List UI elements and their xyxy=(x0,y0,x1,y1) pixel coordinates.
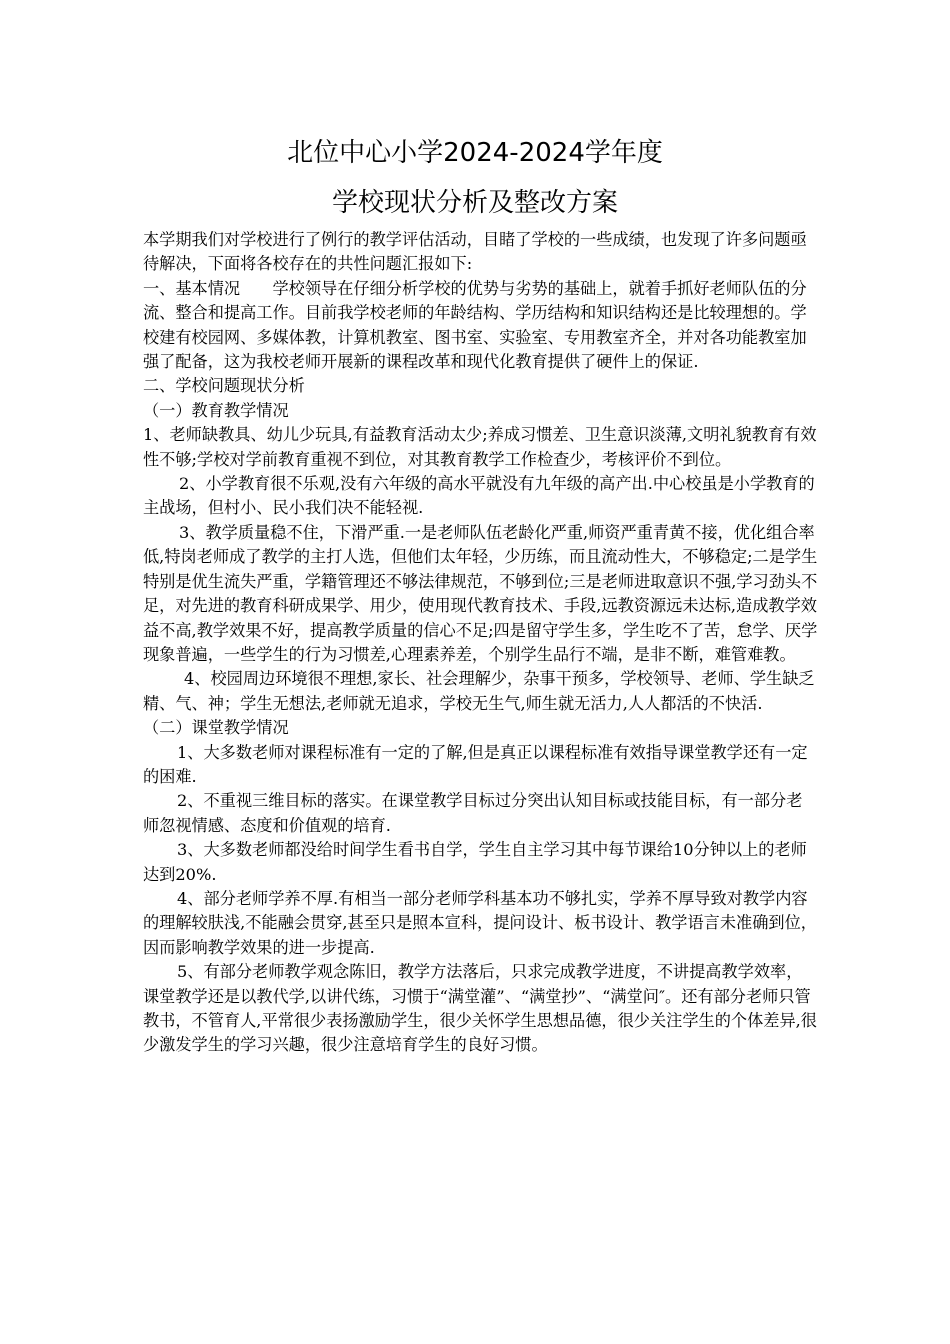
section-heading-problems: 二、学校问题现状分析 xyxy=(143,376,305,396)
document-body xyxy=(143,228,818,1058)
list-item: 3、大多数老师都没给时间学生看书自学，学生自主学习其中每节课给10分钟以上的老师达到20%. xyxy=(143,840,807,884)
list-item: 5、有部分老师教学观念陈旧，教学方法落后，只求完成教学进度，不讲提高教学效率，课堂教学还是以教代学,以讲代练，习惯于“满堂灌”、“满堂抄”、“满堂问″。还有部分老师只管教书，不管育人,平常很少表扬激励学生，很少关怀学生思想品德，很少关注学生的个体差异,很少激发学生的学习兴趣，很少注意培育学生的良好习惯。 xyxy=(143,962,817,1055)
document-title: 北位中心小学2024-2024学年度 xyxy=(287,138,663,168)
section-basic-situation: 一、基本情况 学校领导在仔细分析学校的优势与劣势的基础上，就着手抓好老师队伍的分流、整合和提高工作。目前我学校老师的年龄结构、学历结构和知识结构还是比较理想的。学校建有校园网、多媒体教，计算机教室、图书室、实验室、专用教室齐全，并对各功能教室加强了配备，这为我校老师开展新的课程改革和现代化教育提供了硬件上的保证. xyxy=(143,278,807,372)
list-item: 1、老师缺教具、幼儿少玩具,有益教育活动太少;养成习惯差、卫生意识淡薄,文明礼貌教育有效性不够;学校对学前教育重视不到位，对其教育教学工作检查少，考核评价不到位。 xyxy=(143,425,817,469)
subsection-heading-classroom: （二）课堂教学情况 xyxy=(143,718,289,738)
list-item: 4、校园周边环境很不理想,家长、社会理解少，杂事干预多，学校领导、老师、学生缺乏精、气、神；学生无想法,老师就无追求，学校无生气,师生就无活力,人人都活的不快活. xyxy=(143,669,815,713)
list-item: 1、大多数老师对课程标准有一定的了解,但是真正以课程标准有效指导课堂教学还有一定的困难. xyxy=(143,742,808,786)
list-item: 2、小学教育很不乐观,没有六年级的高水平就没有九年级的高产出.中心校虽是小学教育的主战场，但村小、民小我们决不能轻视. xyxy=(143,474,815,518)
intro-paragraph: 本学期我们对学校进行了例行的教学评估活动，目睹了学校的一些成绩，也发现了许多问题亟待解决，下面将各校存在的共性问题汇报如下: xyxy=(143,230,807,274)
list-item: 3、教学质量稳不住，下滑严重.一是老师队伍老龄化严重,师资严重青黄不接，优化组合率低,特岗老师成了教学的主打人选，但他们太年轻，少历练，而且流动性大，不够稳定;二是学生特别是优生流失严重，学籍管理还不够法律规范，不够到位;三是老师进取意识不强,学习劲头不足，对先进的教育科研成果学、用少，使用现代教育技术、手段,远教资源远未达标,造成教学效益不高,教学效果不好，提高教学质量的信心不足;四是留守学生多，学生吃不了苦，怠学、厌学现象普遍，一些学生的行为习惯差,心理素养差，个别学生品行不端，是非不断，难管难教。 xyxy=(143,522,818,664)
subsection-heading-teaching: （一）教育教学情况 xyxy=(143,400,289,420)
document-subtitle: 学校现状分析及整改方案 xyxy=(331,188,618,218)
list-item: 2、不重视三维目标的落实。在课堂教学目标过分突出认知目标或技能目标，有一部分老师忽视情感、态度和价值观的培育. xyxy=(143,791,803,835)
list-item: 4、部分老师学养不厚.有相当一部分老师学科基本功不够扎实，学养不厚导致对教学内容的理解较肤浅,不能融会贯穿,甚至只是照本宣科，提问设计、板书设计、教学语言未准确到位，因而影响教学效果的进一步提高. xyxy=(143,888,817,957)
